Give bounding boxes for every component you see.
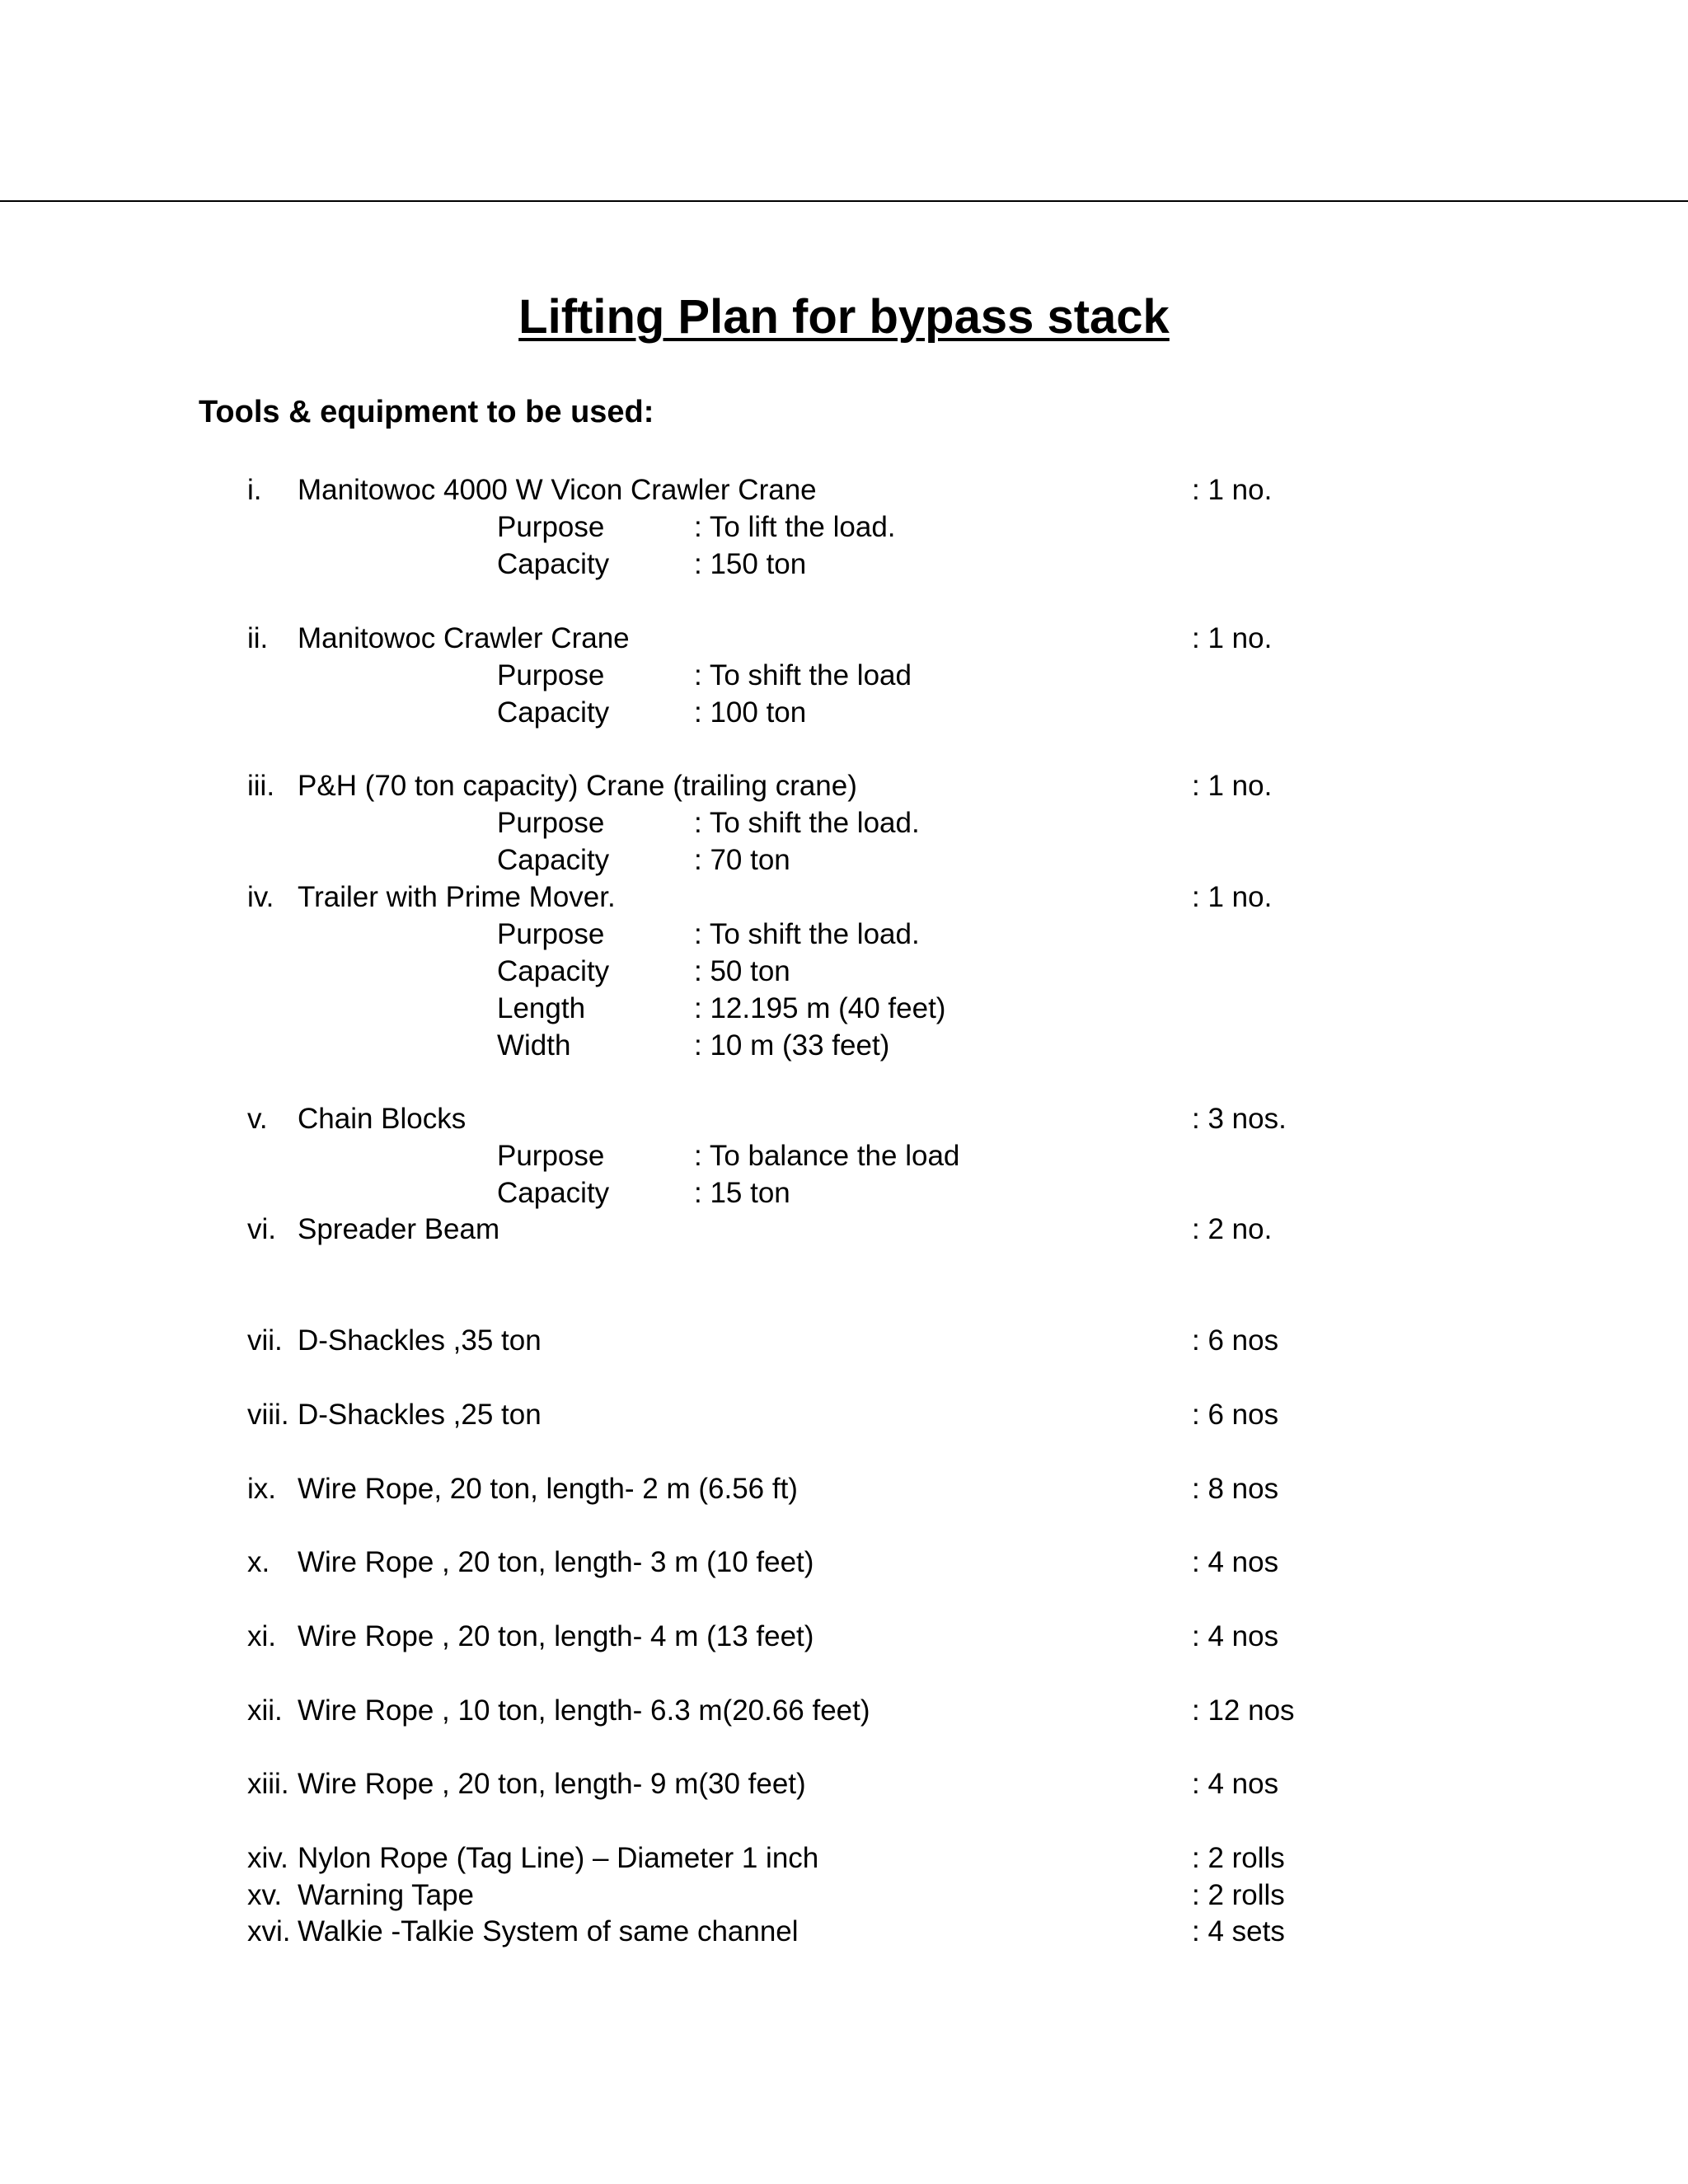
- attribute-label: Capacity: [497, 1177, 610, 1209]
- item-attribute: [0, 509, 1688, 546]
- item-quantity: : 4 nos: [1192, 1546, 1279, 1578]
- item-name: Trailer with Prime Mover.: [298, 881, 616, 913]
- attribute-value: : 150 ton: [694, 548, 807, 580]
- item-attribute: [0, 804, 1688, 842]
- item-name: Wire Rope , 10 ton, length- 6.3 m(20.66 feet): [298, 1694, 870, 1727]
- section-heading: Tools & equipment to be used:: [199, 395, 654, 429]
- item-numeral: viii.: [247, 1399, 289, 1431]
- item-attribute: [0, 990, 1688, 1028]
- item-numeral: xiii.: [247, 1768, 289, 1800]
- header-rule: [0, 200, 1688, 202]
- attribute-value: : 12.195 m (40 feet): [694, 992, 946, 1024]
- equipment-item: [0, 1765, 1688, 1803]
- equipment-item: [0, 1470, 1688, 1508]
- item-quantity: : 3 nos.: [1192, 1103, 1287, 1135]
- item-numeral: ii.: [247, 622, 269, 654]
- document-title: Lifting Plan for bypass stack: [518, 290, 1170, 344]
- equipment-item: [0, 1913, 1688, 1951]
- item-name: D-Shackles ,35 ton: [298, 1324, 542, 1357]
- attribute-label: Capacity: [497, 696, 610, 729]
- equipment-item: [0, 1840, 1688, 1877]
- item-numeral: xi.: [247, 1620, 276, 1652]
- item-name: Wire Rope , 20 ton, length- 4 m (13 feet): [298, 1620, 814, 1652]
- item-quantity: : 2 rolls: [1192, 1879, 1285, 1911]
- attribute-value: : 50 ton: [694, 955, 790, 987]
- item-attribute: [0, 1137, 1688, 1175]
- equipment-item: [0, 471, 1688, 509]
- item-numeral: v.: [247, 1103, 268, 1135]
- attribute-label: Length: [497, 992, 586, 1024]
- attribute-value: : To lift the load.: [694, 511, 896, 543]
- attribute-label: Purpose: [497, 659, 605, 691]
- item-numeral: xiv.: [247, 1842, 288, 1874]
- item-numeral: vi.: [247, 1213, 276, 1245]
- equipment-item: [0, 1692, 1688, 1730]
- attribute-label: Purpose: [497, 918, 605, 950]
- item-quantity: : 4 nos: [1192, 1620, 1279, 1652]
- item-attribute: [0, 546, 1688, 583]
- attribute-label: Width: [497, 1029, 571, 1062]
- item-name: D-Shackles ,25 ton: [298, 1399, 542, 1431]
- item-name: Wire Rope , 20 ton, length- 9 m(30 feet): [298, 1768, 806, 1800]
- attribute-value: : 10 m (33 feet): [694, 1029, 890, 1062]
- item-numeral: ix.: [247, 1473, 276, 1505]
- item-quantity: : 2 no.: [1192, 1213, 1273, 1245]
- equipment-item: [0, 1211, 1688, 1249]
- attribute-label: Purpose: [497, 511, 605, 543]
- equipment-item: [0, 767, 1688, 805]
- item-name: P&H (70 ton capacity) Crane (trailing crane): [298, 770, 857, 802]
- item-numeral: x.: [247, 1546, 270, 1578]
- item-numeral: vii.: [247, 1324, 283, 1357]
- equipment-item: [0, 879, 1688, 916]
- item-attribute: [0, 1027, 1688, 1065]
- item-numeral: iv.: [247, 881, 274, 913]
- item-quantity: : 1 no.: [1192, 770, 1273, 802]
- equipment-item: [0, 1396, 1688, 1434]
- item-quantity: : 4 sets: [1192, 1915, 1285, 1947]
- attribute-value: : 70 ton: [694, 844, 790, 876]
- item-attribute: [0, 694, 1688, 732]
- equipment-item: [0, 1544, 1688, 1582]
- equipment-item: [0, 1618, 1688, 1656]
- item-quantity: : 2 rolls: [1192, 1842, 1285, 1874]
- item-quantity: : 1 no.: [1192, 474, 1273, 506]
- item-quantity: : 6 nos: [1192, 1324, 1279, 1357]
- item-attribute: [0, 916, 1688, 954]
- attribute-value: : To balance the load: [694, 1140, 960, 1172]
- attribute-value: : 15 ton: [694, 1177, 790, 1209]
- item-name: Wire Rope, 20 ton, length- 2 m (6.56 ft): [298, 1473, 798, 1505]
- item-name: Walkie -Talkie System of same channel: [298, 1915, 799, 1947]
- item-numeral: xvi.: [247, 1915, 291, 1947]
- item-quantity: : 1 no.: [1192, 881, 1273, 913]
- item-name: Manitowoc 4000 W Vicon Crawler Crane: [298, 474, 817, 506]
- item-attribute: [0, 657, 1688, 695]
- attribute-label: Capacity: [497, 955, 610, 987]
- attribute-label: Capacity: [497, 548, 610, 580]
- attribute-label: Purpose: [497, 807, 605, 839]
- item-attribute: [0, 953, 1688, 991]
- item-numeral: xv.: [247, 1879, 283, 1911]
- item-name: Wire Rope , 20 ton, length- 3 m (10 feet): [298, 1546, 814, 1578]
- attribute-value: : To shift the load: [694, 659, 912, 691]
- item-quantity: : 1 no.: [1192, 622, 1273, 654]
- item-attribute: [0, 1174, 1688, 1212]
- attribute-value: : 100 ton: [694, 696, 807, 729]
- item-quantity: : 4 nos: [1192, 1768, 1279, 1800]
- item-quantity: : 6 nos: [1192, 1399, 1279, 1431]
- equipment-item: [0, 1100, 1688, 1138]
- item-numeral: xii.: [247, 1694, 283, 1727]
- item-name: Nylon Rope (Tag Line) – Diameter 1 inch: [298, 1842, 819, 1874]
- item-quantity: : 12 nos: [1192, 1694, 1295, 1727]
- item-numeral: iii.: [247, 770, 275, 802]
- attribute-value: : To shift the load.: [694, 918, 920, 950]
- item-name: Manitowoc Crawler Crane: [298, 622, 630, 654]
- item-name: Warning Tape: [298, 1879, 475, 1911]
- item-name: Chain Blocks: [298, 1103, 467, 1135]
- attribute-label: Purpose: [497, 1140, 605, 1172]
- attribute-value: : To shift the load.: [694, 807, 920, 839]
- item-name: Spreader Beam: [298, 1213, 500, 1245]
- equipment-item: [0, 620, 1688, 658]
- item-attribute: [0, 841, 1688, 879]
- item-quantity: : 8 nos: [1192, 1473, 1279, 1505]
- item-numeral: i.: [247, 474, 262, 506]
- equipment-item: [0, 1877, 1688, 1915]
- equipment-item: [0, 1322, 1688, 1360]
- attribute-label: Capacity: [497, 844, 610, 876]
